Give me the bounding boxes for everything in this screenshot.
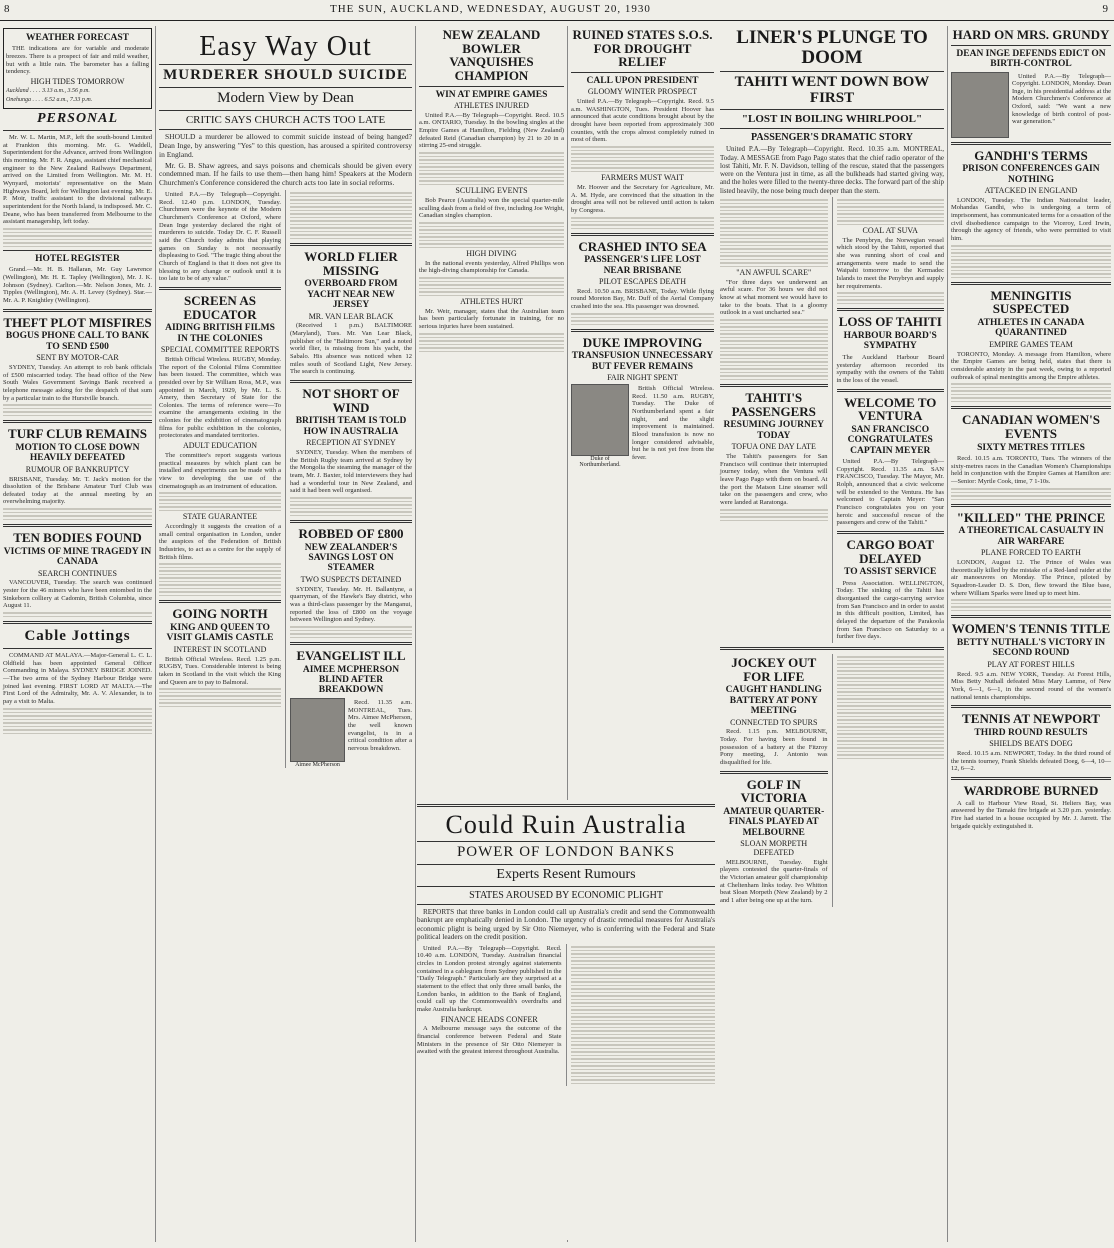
- cargo-subtitle: TO ASSIST SERVICE: [844, 567, 937, 578]
- newport-title: TENNIS AT NEWPORT: [962, 711, 1100, 727]
- ten-bodies-subtitle-2: SEARCH CONTINUES: [38, 568, 117, 578]
- column-6: [947, 26, 1114, 1242]
- evangelist-title: EVANGELIST ILL: [296, 647, 406, 663]
- bowler-subtitle: WIN AT EMPIRE GAMES: [435, 89, 548, 100]
- tahiti-passengers-subtitle-2: TOFUA ONE DAY LATE: [731, 442, 816, 452]
- loss-title: LOSS OF TAHITI: [838, 314, 942, 330]
- womens-tennis-subtitle: BETTY NUTHALL'S VICTORY IN SECOND ROUND: [956, 637, 1106, 659]
- theft-subtitle: BOGUS PHONE CALL TO BANK TO SEND £500: [5, 331, 150, 352]
- liner-subtitle-2: "LOST IN BOILING WHIRLPOOL": [741, 113, 923, 126]
- gandhi-subtitle: PRISON CONFERENCES GAIN NOTHING: [962, 164, 1100, 185]
- golf-subtitle: AMATEUR QUARTER-FINALS PLAYED AT MELBOURNE: [723, 806, 825, 838]
- jockey-subtitle: CAUGHT HANDLING BATTERY AT PONY MEETING: [725, 685, 822, 717]
- wind-subtitle-2: RECEPTION AT SYDNEY: [306, 438, 396, 448]
- meningitis-text: TORONTO, Monday. A message from Hamilton, where the Empire Games are being held, states that there is considerable anxiety in the past week, owing to a reported outbreak of spinal meningitis among the Empire athletes.: [951, 350, 1111, 381]
- athletes-hurt-heading: ATHLETES HURT: [460, 296, 523, 306]
- weather-text: THE indications are for variable and moderate breezes. There is a prospect of fair and mild weather, but with a little rain. The barometer has a falling tendency.: [6, 45, 149, 76]
- tide-auckland: Auckland . . . . 3.13 a.m., 3.56 p.m.: [6, 87, 90, 94]
- cable-jottings-title: Cable Jottings: [24, 628, 131, 645]
- flier-subtitle-2: MR. VAN LEAR BLACK: [308, 311, 394, 321]
- ten-bodies-text: VANCOUVER, Tuesday. The search was continued yester for the 46 miners who have been entombed in the Sinkeborn colliery at Cadomin, British Columbia, since August 11.: [3, 579, 152, 610]
- womens-tennis-title: WOMEN'S TENNIS TITLE: [951, 621, 1111, 637]
- robbed-subtitle-2: TWO SUSPECTS DETAINED: [300, 574, 402, 584]
- cable-jottings-text: COMMAND AT MALAYA.—Major-General L. C. L. Oldfield has been appointed General Officer Commanding in Malaya. SYDNEY BRIDGE JOINED.—The two arms of the Sydney Harbour Bridge were joined last evening. FIRST LORD AT MALTA.—The First Lord of the Admiralty, Mr. A. V. Alexander, is to pay a visit to Malta.: [3, 652, 152, 706]
- ruined-subtitle: CALL UPON PRESIDENT: [586, 75, 699, 86]
- inge-subtitle: DEAN INGE DEFENDS EDICT ON BIRTH-CONTROL: [956, 48, 1106, 70]
- turf-title: TURF CLUB REMAINS: [8, 426, 147, 442]
- state-guarantee-text: Accordingly it suggests the creation of a small central organisation in London, under the auspices of the Federation of British Industries, to act as a centre for the supply of British films.: [159, 522, 281, 561]
- page-number-right: 9: [1102, 3, 1108, 15]
- glamis-text: British Official Wireless. Recd. 1.25 p.m. RUGBY, Tues. Considerable interest is being taken in Scotland in the visit which the King and Queen are to pay to Balmoral.: [159, 655, 281, 686]
- coal-text: The Penybryn, the Norwegian vessel which stood by the Tahiti, reported that she was running short of coal and arrangements were made to send the Waipahi tomorrow to the Kermadec Islands to meet the Penybryn and supply her requirements.: [836, 236, 944, 290]
- inge-text: United P.A.—By Telegraph—Copyright. LONDON, Monday. Dean Inge, in his presidential address at the Modern Churchmen's Conference at Oxford, said: "We want a new knowledge of birth control of post-war generation.": [1012, 72, 1111, 126]
- killed-prince-subtitle: A THEORETICAL CASUALTY IN AIR WARFARE: [958, 526, 1104, 547]
- hotel-title: HOTEL REGISTER: [35, 253, 120, 264]
- banks-subtitle: POWER OF LONDON BANKS: [456, 844, 676, 861]
- womens-events-title: CANADIAN WOMEN'S EVENTS: [961, 412, 1101, 441]
- page-number-left: 8: [4, 3, 10, 15]
- sculling-heading: SCULLING EVENTS: [455, 186, 528, 196]
- tahiti-passengers-text: The Tahiti's passengers for San Francisco will continue their interrupted journey today, when the Ventura will leave Pago Pago with them on board. At the port the Matson Line steamer will take on the passengers and crew, who were landed at Raratonga.: [720, 453, 828, 506]
- glamis-subtitle-2: INTEREST IN SCOTLAND: [173, 644, 267, 654]
- crash-text: Recd. 10.50 a.m. BRISBANE, Today. While flying round Moreton Bay, Mr. Duff of the Aerial Company crashed into the sea. His passenger was drowned.: [571, 287, 714, 311]
- sculling-text: Bob Pearce (Australia) won the special quarter-mile sculling dash from a field of five, including Joe Wright, Canadian singles champion.: [419, 196, 564, 220]
- robbed-title: ROBBED OF £800: [298, 525, 404, 541]
- tahiti-passengers-subtitle: RESUMING JOURNEY TODAY: [723, 420, 825, 441]
- awful-scare-text: "For three days we underwent an awful scare. For 36 hours we did not know at what moment we would have to take to the boats. That is a gloomy outlook in a vast uncharted sea.": [720, 278, 828, 317]
- loss-subtitle: HARBOUR BOARD'S SYMPATHY: [843, 331, 937, 352]
- duke-photo: [571, 384, 629, 456]
- theft-text: SYDNEY, Tuesday. An attempt to rob bank officials of £500 miscarried today. The head office of the New South Wales Government Savings Bank received a telephone message asking for the despatch of that sum by a particular train to the Hurstville branch.: [3, 363, 152, 402]
- killed-prince-subtitle-2: PLANE FORCED TO EARTH: [981, 548, 1081, 558]
- wind-text: SYDNEY, Tuesday. When the members of the British Rugby team arrived at Sydney by the Mongolia the steaming the manager of the team, Mr. J. Baxter, told interviewers they had had a wonderful tour in New Zealand, and said it had been well organised.: [290, 448, 412, 495]
- easy-way-lead: SHOULD a murderer be allowed to commit suicide instead of being hanged? Dean Inge, by answering "Yes" to this question, has aroused a spirited controversy in England.: [159, 131, 412, 159]
- weather-title: WEATHER FORECAST: [25, 33, 130, 43]
- wardrobe-title: WARDROBE BURNED: [963, 783, 1099, 799]
- newport-subtitle: THIRD ROUND RESULTS: [974, 727, 1088, 738]
- robbed-subtitle: NEW ZEALANDER'S SAVINGS LOST ON STEAMER: [304, 542, 398, 574]
- liner-text: United P.A.—By Telegraph—Copyright. Recd. 10.35 a.m. MONTREAL, Today. A MESSAGE from Pago Pago states that the chief radio operator of the lost Tahiti, Mr. F. N. Davidson, telling of the rescue, stated that the passengers were on the Ventura just in time, as all the bulkheads had started giving way, and the holes were filled to the twenty-three decks. The forward part of the ship listed heavily, the nose being much deeper than the stern.: [720, 145, 944, 195]
- turf-subtitle-2: RUMOUR OF BANKRUPTCY: [25, 464, 130, 474]
- finance-heading: FINANCE HEADS CONFER: [440, 1014, 538, 1024]
- duke-subtitle-2: FAIR NIGHT SPENT: [607, 373, 678, 383]
- theft-title: THEFT PLOT MISFIRES: [3, 314, 152, 330]
- banks-headline: Could Ruin Australia: [445, 810, 687, 839]
- banks-story: [417, 800, 715, 1240]
- easy-way-out-headline: Easy Way Out: [199, 31, 372, 62]
- inge-title: HARD ON MRS. GRUNDY: [952, 27, 1110, 42]
- farmers-text: Mr. Hoover and the Secretary for Agriculture, Mr. A. M. Hyde, are convinced that the situation in the drought area will not be relieved until action is taken by Congress.: [571, 183, 714, 214]
- jockey-text: Recd. 1.15 p.m. MELBOURNE, Today. For having been found in possession of a battery at the Fitzroy Pony meeting, J. Antonio was disqualified for life.: [720, 728, 828, 766]
- duke-text: British Official Wireless. Recd. 11.50 a.m. RUGBY, Tuesday. The Duke of Northumberland spent a fair night, and the slight improvement is maintained. Blood transfusion is now no longer considered advisable, but he is not yet free from the fever.: [632, 385, 714, 462]
- wardrobe-text: A call to Harbour View Road, St. Heliers Bay, was answered by the Tamaki fire brigade at 3.20 p.m. yesterday. Fire had started in a house occupied by Mr. J. Jarrett. The brigade quickly extinguished it.: [951, 799, 1111, 830]
- golf-text: MELBOURNE, Tuesday. Eight players contested the quarter-finals of the Victorian amateur golf championship at Cheltenham links today. Ivo Whitton beat Sloan Morpeth (New Zealand) by 2 and 1 after being one up at the turn.: [720, 858, 828, 905]
- golf-subtitle-2: SLOAN MORPETH DEFEATED: [740, 839, 808, 858]
- bowler-subtitle-2: ATHLETES INJURED: [454, 101, 529, 110]
- liner-subtitle: TAHITI WENT DOWN BOW FIRST: [734, 73, 930, 106]
- easy-way-subtitle-2: Modern View by Dean: [217, 90, 354, 107]
- meningitis-subtitle: ATHLETES IN CANADA QUARANTINED: [977, 318, 1085, 339]
- athletes-hurt-text: Mr. Weir, manager, states that the Australian team has been particularly fortunate in training, for no serious injuries have been sustained.: [419, 307, 564, 331]
- column-5: [717, 26, 947, 1242]
- dean-inge-photo: [951, 72, 1009, 138]
- loss-text: The Auckland Harbour Board yesterday afternoon recorded its sympathy with the owners of the Tahiti in the loss of the vessel.: [836, 353, 944, 384]
- hotel-text: Grand.—Mr. H. B. Hallaran, Mr. Guy Lawrence (Wellington), Mr. H. E. Tapley (Wellington), Mr. J. K. Johnson (Sydney). Carlton.—Mr. Nelson Jones, Mr. J. Tipples (Wellington), Mr. A. H. Levey (Sydney). Star.—Mr. A. P. Knightley (Wellington).: [3, 266, 152, 304]
- easy-way-lead-2: Mr. G. B. Shaw agrees, and says poisons and chemicals should be given every condemned man. If he fails to use them—then hang him! Speakers at the Modern Churchmen's Conference considered the church acts too late in social reforms.: [159, 160, 412, 188]
- banks-subtitle-2: Experts Resent Rumours: [496, 867, 636, 883]
- diving-heading: HIGH DIVING: [466, 248, 517, 258]
- welcome-title: WELCOME TO VENTURA: [844, 394, 937, 424]
- state-guarantee-heading: STATE GUARANTEE: [182, 512, 258, 522]
- meningitis-title: MENINGITIS SUSPECTED: [990, 287, 1072, 317]
- ten-bodies-subtitle: VICTIMS OF MINE TRAGEDY IN CANADA: [3, 546, 152, 568]
- liner-title: LINER'S PLUNGE TO DOOM: [736, 27, 928, 68]
- easy-way-subtitle-3: CRITIC SAYS CHURCH ACTS TOO LATE: [185, 113, 386, 126]
- bowler-text: United P.A.—By Telegraph—Copyright. Recd. 10.5 a.m. ONTARIO, Tuesday. In the bowling singles at the Empire Games at Hamilton, Fielding (New Zealand) defeated Reid (Canadian champion) by 21 to 20 in a stirring 25-end struggle.: [419, 111, 564, 150]
- wind-subtitle: BRITISH TEAM IS TOLD HOW IN AUSTRALIA: [295, 416, 407, 437]
- welcome-text: United P.A.—By Telegraph—Copyright. Recd. 11.35 a.m. SAN FRANCISCO, Tuesday. The Mayor, Mr. Rolph, announced that a civic welcome will be extended to the Ventura. He has welcomed to Captain Meyer: "San Francisco congratulates you on your heroic and successful rescue of the passengers and crew of the Tahiti.": [836, 458, 944, 527]
- newport-subtitle-2: SHIELDS BEATS DOEG: [989, 739, 1073, 749]
- screen-title: SCREEN AS EDUCATOR: [183, 292, 257, 322]
- ruined-title: RUINED STATES S.O.S. FOR DROUGHT RELIEF: [572, 27, 713, 70]
- evangelist-photo: [290, 698, 345, 762]
- tide-onehunga: Onehunga . . . . 6.52 a.m., 7.33 p.m.: [6, 96, 93, 103]
- cargo-title: CARGO BOAT DELAYED: [846, 537, 934, 566]
- gandhi-subtitle-2: ATTACKED IN ENGLAND: [984, 186, 1078, 196]
- column-2: [155, 26, 415, 1242]
- adult-education-text: The committee's report suggests various practical measures by which plant can be installed and experiments can be made with a view to developing the use of the cinematograph as an instrument of education.: [159, 451, 281, 490]
- personal-text: Mr. W. L. Martin, M.P., left the south-bound Limited at Frankton this morning. Mr. G. Waddell, Superintendent for the Advance, arrived from Wellington this morning. Mr. F. R. Angus, assistant chief mechanical engineer to the New Zealand Railways Department, arrived on the Limited from Wellington. Mr. M. H. Wynyard, motorists' representative on the Main Highways Board, left for Wellington last evening. Mr. E. P. Moir, traffic assistant to the divisional railways superintendent for the North Island, is indisposed. Mr. C. Deane, who has been transferred from Melbourne to the assistant managership, left today.: [3, 134, 152, 226]
- crash-title: CRASHED INTO SEA: [578, 238, 707, 254]
- banks-subtitle-3: STATES AROUSED BY ECONOMIC PLIGHT: [469, 889, 663, 901]
- gandhi-title: GANDHI'S TERMS: [974, 147, 1088, 163]
- column-1: [0, 26, 155, 1242]
- farmers-heading: FARMERS MUST WAIT: [601, 173, 684, 183]
- duke-subtitle: TRANSFUSION UNNECESSARY BUT FEVER REMAINS: [571, 351, 714, 372]
- tide-title: HIGH TIDES TOMORROW: [30, 77, 125, 87]
- womens-events-subtitle: SIXTY METRES TITLES: [977, 442, 1085, 453]
- evangelist-text: Recd. 11.35 a.m. MONTREAL, Tues. Mrs. Aimee McPherson, the well known evangelist, is in a critical condition after a nervous breakdown.: [348, 698, 412, 752]
- duke-caption: Duke of Northumberland.: [579, 456, 621, 469]
- tahiti-passengers-title: TAHITI'S PASSENGERS: [731, 390, 816, 419]
- banks-lead: REPORTS that three banks in London could call up Australia's credit and send the Commonwealth bankrupt are emphatically denied in London. The urgency of drastic remedial measures for Australia's economic plight is being urged by Sir Otto Niemeyer, who is conferring with the Federal and State political leaders on the credit position.: [417, 907, 715, 942]
- flier-text: (Received 1 p.m.) BALTIMORE (Maryland), Tues. Mr. Van Lear Black, publisher of the "Baltimore Sun," and a noted world flier, is missing from his yacht, the Sabalo. His absence was noticed when 12 miles south of Scotland Light, New Jersey. The search is continuing.: [290, 322, 412, 376]
- cargo-text: Press Association. WELLINGTON, Today. The sinking of the Tahiti has disorganised the cargo-carrying service from San Francisco and in order to assist in this difficult position, Limited, has delayed the departure of the Parakoola from San Francisco on Saturday to a further five days.: [836, 579, 944, 641]
- coal-heading: COAL AT SUVA: [862, 225, 918, 235]
- womens-tennis-text: Recd. 9.5 a.m. NEW YORK, Tuesday. At Forest Hills, Miss Betty Nuthall defeated Miss Mary Lamme, of New York, 6—1, 6—1, in the second round of the women's national tennis championships.: [951, 670, 1111, 701]
- bowler-title: NEW ZEALAND BOWLER VANQUISHES CHAMPION: [442, 27, 541, 83]
- easy-way-subtitle: MURDERER SHOULD SUICIDE: [163, 67, 408, 84]
- adult-education-heading: ADULT EDUCATION: [183, 441, 257, 451]
- personal-heading: PERSONAL: [36, 111, 119, 127]
- evangelist-caption: Aimee McPherson: [295, 761, 340, 768]
- ten-bodies-title: TEN BODIES FOUND: [13, 530, 142, 546]
- awful-scare-heading: "AN AWFUL SCARE": [736, 267, 812, 277]
- crash-subtitle: PASSENGER'S LIFE LOST NEAR BRISBANE: [584, 255, 701, 276]
- glamis-subtitle: KING AND QUEEN TO VISIT GLAMIS CASTLE: [166, 622, 274, 644]
- screen-subtitle-2: SPECIAL COMMITTEE REPORTS: [160, 345, 280, 355]
- golf-title: GOLF IN VICTORIA: [740, 776, 807, 806]
- liner-subtitle-3: PASSENGER'S DRAMATIC STORY: [751, 132, 913, 144]
- banks-text: United P.A.—By Telegraph—Copyright. Recd. 10.40 a.m. LONDON, Tuesday. Australian financial circles in London protest strongly against statements contained in a cablegram from Sydney published in the "Daily Telegraph." Particularly are they surprised at a statement to the effect that only three small banks, the London banks, in addition to the Bank of England, could call up the Commonwealth's overdrafts and make Australia bankrupt.: [417, 944, 562, 1013]
- glamis-title: GOING NORTH: [172, 606, 268, 622]
- screen-subtitle: AIDING BRITISH FILMS IN THE COLONIES: [165, 323, 275, 344]
- wind-title: NOT SHORT OF WIND: [302, 386, 400, 415]
- ruined-subtitle-2: GLOOMY WINTER PROSPECT: [587, 87, 698, 97]
- turf-subtitle: MOTION TO CLOSE DOWN HEAVILY DEFEATED: [15, 442, 140, 464]
- jockey-subtitle-2: CONNECTED TO SPURS: [730, 717, 818, 727]
- crash-subtitle-2: PILOT ESCAPES DEATH: [599, 277, 686, 287]
- ruined-text: United P.A.—By Telegraph—Copyright. Recd. 9.5 a.m. WASHINGTON, Tues. President Hoover has announced that acute conditions brought about by the drought have been reported from approximately 300 counties, with the crops almost completely ruined in most of them.: [571, 98, 714, 144]
- masthead-title: THE SUN, AUCKLAND, WEDNESDAY, AUGUST 20, 1930: [330, 3, 651, 15]
- evangelist-subtitle: AIMEE MCPHERSON BLIND AFTER BREAKDOWN: [302, 664, 400, 696]
- newport-text: Recd. 10.15 a.m. NEWPORT, Today. In the third round of the tennis tourney, Frank Shields defeated Doeg, 6—4, 10—12, 6—2.: [951, 750, 1111, 773]
- killed-prince-title: "KILLED" THE PRINCE: [956, 509, 1106, 525]
- flier-title: WORLD FLIER MISSING: [304, 249, 398, 278]
- robbed-text: SYDNEY, Tuesday. Mr. H. Ballantyne, a quarryman, of the Hawke's Bay district, who was a third-class passenger by the Manganui, reported the loss of £800 on the voyage between Wellington and Sydney.: [290, 585, 412, 624]
- theft-subtitle-2: SENT BY MOTOR-CAR: [36, 353, 119, 363]
- duke-title: DUKE IMPROVING: [582, 334, 703, 350]
- flier-subtitle: OVERBOARD FROM YACHT NEAR NEW JERSEY: [304, 279, 398, 311]
- gandhi-text: LONDON, Tuesday. The Indian Nationalist leader, Mohandas Gandhi, who is undergoing a term of imprisonment, has communicated terms for a cessation of the civil disobedience campaign to the Viceroy, Lord Irwin, through the agency of friends, who were permitted to visit him.: [951, 196, 1111, 243]
- meningitis-subtitle-2: EMPIRE GAMES TEAM: [989, 339, 1073, 349]
- jockey-title: JOCKEY OUT FOR LIFE: [731, 654, 817, 684]
- killed-prince-text: LONDON, August 12. The Prince of Wales was theoretically killed by the mistake of a Red-land raider at the air manoeuvres on Monday. The Prince, piloted by Squadron-Leader D. S. Don, flew toward the Blue base, where William Sparks were lined up to meet him.: [951, 559, 1111, 597]
- welcome-subtitle: SAN FRANCISCO CONGRATULATES CAPTAIN MEYER: [847, 424, 933, 456]
- diving-text: In the national events yesterday, Alfred Phillips won the high-diving championship for Canada.: [419, 259, 564, 275]
- finance-text: A Melbourne message says the outcome of the financial conference between Federal and State Ministers in the presence of Sir Otto Niemeyer is awaited with the greatest interest throughout Australia.: [417, 1025, 562, 1056]
- womens-events-text: Recd. 10.15 a.m. TORONTO, Tues. The winners of the sixty-metres races in the Canadian Women's Championships held in conjunction with the Empire Games at Hamilton are:—Senior: Myrtle Cook, time, 7 1-10s.: [951, 455, 1111, 486]
- womens-tennis-subtitle-2: PLAY AT FOREST HILLS: [987, 659, 1075, 669]
- easy-way-text: United P.A.—By Telegraph—Copyright. Recd. 12.40 p.m. LONDON, Tuesday. Churchmen were the keynote of the Modern Churchmen's Conference at Oxford, where Dean Inge yesterday declared the right of murderers to suicide. Today Dr. C. F. Russell said the Church today admits that playing games on Sunday is not necessarily displeasing to God. "The tragic thing about the Church of England is that it does not give its blessing to any change or outlook until it is too late to be of any value.": [159, 191, 281, 283]
- turf-text: BRISBANE, Tuesday. Mr. T. Jack's motion for the dissolution of the Brisbane Amateur Turf Club was defeated today at the annual meeting by an overwhelming majority.: [3, 475, 152, 506]
- masthead: [0, 0, 1114, 21]
- screen-text: British Official Wireless. RUGBY, Monday. The report of the Colonial Films Committee has been issued. The committee, which was presided over by Sir William Ross, M.P., was appointed in March, 1929, by Mr. L. S. Amery, then Secretary of State for the Colonies. The terms of reference were—To examine the arrangements existing in the colonies for the exhibition of cinematograph films for public exhibition in the colonies, protectorates and mandated territories.: [159, 355, 281, 440]
- weather-box: [3, 28, 152, 109]
